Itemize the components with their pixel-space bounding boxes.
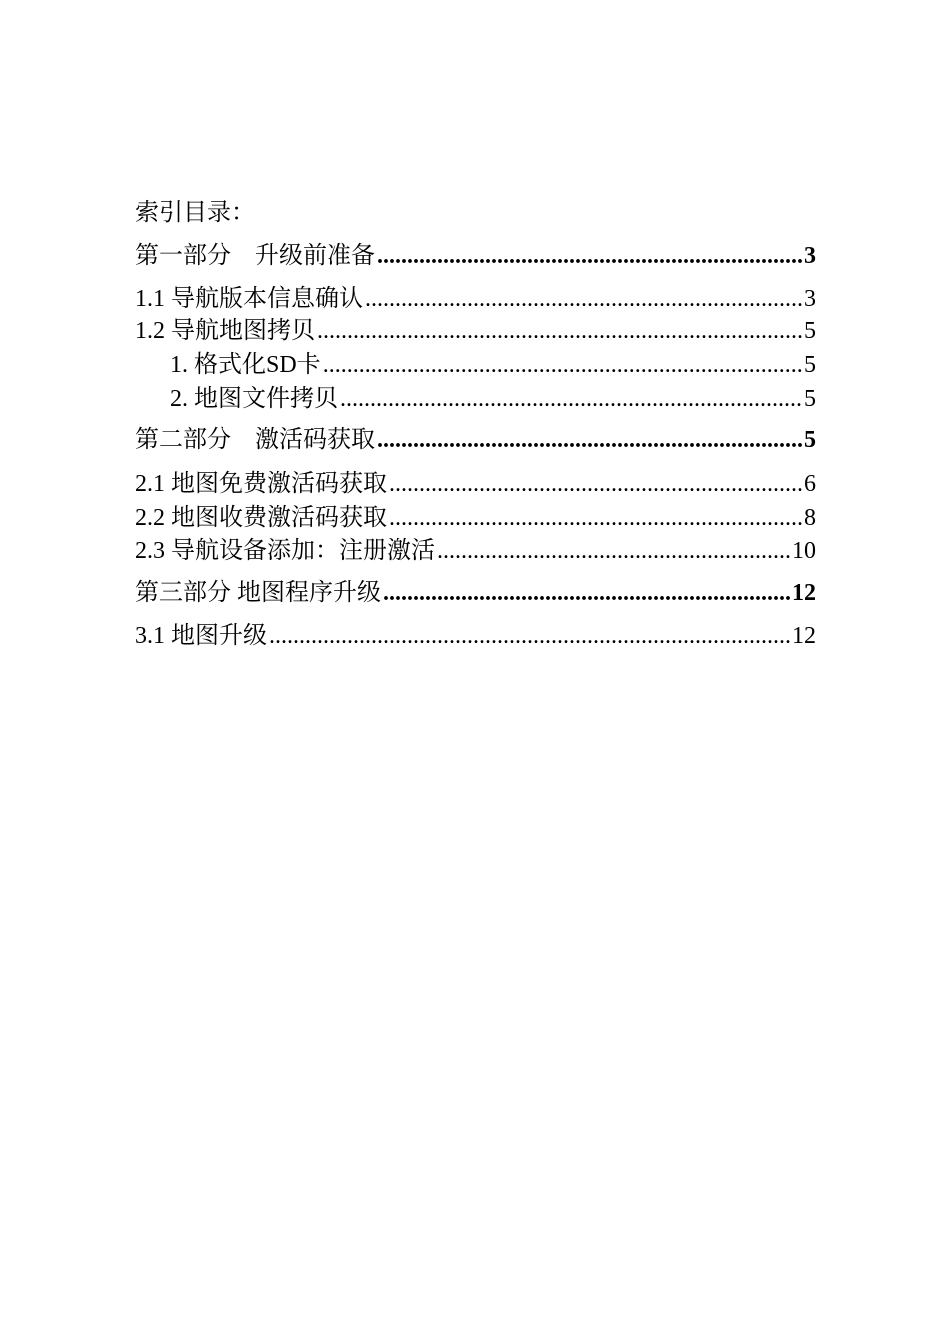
toc-entry-1-2-1[interactable] (135, 350, 816, 380)
toc-leader-dots (340, 384, 802, 414)
toc-page-number: 10 (792, 538, 816, 564)
toc-leader-dots (377, 241, 802, 271)
toc-heading: 索引目录： (135, 200, 255, 226)
toc-entry-text: 2.2 地图收费激活码获取 (135, 505, 387, 531)
toc-entry-text: 第二部分 激活码获取 (135, 427, 375, 453)
toc-entry-text: 1.1 导航版本信息确认 (135, 286, 363, 312)
toc-page-number: 3 (804, 286, 816, 312)
toc-entry-text: 1. 格式化SD卡 (170, 352, 321, 378)
toc-entry-text: 3.1 地图升级 (135, 623, 267, 649)
toc-page-number: 3 (804, 243, 816, 269)
toc-entry-text: 2.1 地图免费激活码获取 (135, 471, 387, 497)
toc-leader-dots (269, 621, 790, 651)
toc-leader-dots (317, 316, 802, 346)
toc-page-number: 5 (804, 427, 816, 453)
toc-page-number: 5 (804, 386, 816, 412)
toc-entry-text: 1.2 导航地图拷贝 (135, 318, 315, 344)
toc-entry-2-1[interactable] (135, 469, 816, 499)
toc-page-number: 8 (804, 505, 816, 531)
toc-entry-text: 2. 地图文件拷贝 (170, 386, 338, 412)
toc-leader-dots (365, 284, 802, 314)
toc-leader-dots (437, 536, 790, 566)
toc-entry-2-3[interactable] (135, 536, 816, 566)
toc-entry-2-2[interactable] (135, 503, 816, 533)
toc-leader-dots (323, 350, 802, 380)
toc-page-number: 5 (804, 352, 816, 378)
toc-entry-1-1[interactable] (135, 284, 816, 314)
toc-leader-dots (377, 425, 802, 455)
toc-leader-dots (389, 503, 802, 533)
toc-entry-part2[interactable] (135, 425, 816, 455)
toc-entry-text: 第三部分 地图程序升级 (135, 580, 381, 606)
toc-entry-1-2-2[interactable] (135, 384, 816, 414)
toc-entry-1-2[interactable] (135, 316, 816, 346)
toc-page-number: 6 (804, 471, 816, 497)
toc-entry-part3[interactable] (135, 578, 816, 608)
toc-page-number: 12 (792, 580, 816, 606)
toc-entry-text: 第一部分 升级前准备 (135, 243, 375, 269)
toc-entry-text: 2.3 导航设备添加：注册激活 (135, 538, 435, 564)
toc-leader-dots (389, 469, 802, 499)
toc-page-number: 12 (792, 623, 816, 649)
toc-leader-dots (383, 578, 790, 608)
toc-page-number: 5 (804, 318, 816, 344)
toc-entry-3-1[interactable] (135, 621, 816, 651)
toc-entry-part1[interactable] (135, 241, 816, 271)
